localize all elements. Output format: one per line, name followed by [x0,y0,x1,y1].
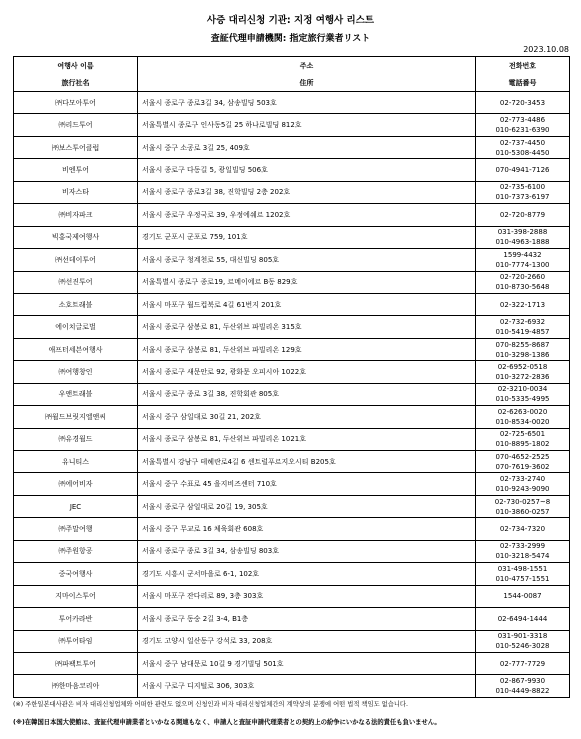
phone-number: 02-322-1713 [499,300,546,309]
agency-address: 경기도 고양시 일산동구 강석로 33, 208호 [138,630,476,652]
header-name-ja: 旅行社名 [14,74,138,92]
table-row [14,204,570,226]
agency-table [13,56,570,698]
table-row [14,136,570,158]
table-row [14,585,570,607]
header-name-ko: 여행사 이름 [14,57,138,75]
phone-number: 02-777-7729 [499,659,546,668]
agency-address: 서울시 종로구 삼봉로 81, 두산위브 파빌리온 315호 [138,316,476,338]
agency-phone-cell [476,473,570,495]
agency-address: 서울시 종로구 삼봉로 81, 두산위브 파빌리온 129호 [138,338,476,360]
phone-number: 031-398-2888 [497,228,548,237]
phone-number: 010-3272-2836 [495,372,550,381]
agency-address: 서울시 중구 삼일대로 30길 21, 202호 [138,406,476,428]
agency-address: 서울시 종로구 새문안로 92, 광화문 오피시아 1022호 [138,361,476,383]
agency-address: 경기도 시흥시 군서마을로 6-1, 102호 [138,563,476,585]
table-row [14,540,570,562]
agency-name: ㈜보스투어클럽 [14,136,138,158]
phone-number: 010-3218-5474 [495,552,550,561]
agency-name: 비자스타 [14,181,138,203]
table-row [14,383,570,405]
table-row [14,114,570,136]
agency-phone-cell [476,608,570,630]
phone-number: 02-6494-1444 [497,614,548,623]
phone-number: 010-9243-9090 [495,485,550,494]
table-row [14,473,570,495]
phone-number: 02-725-6501 [499,430,546,439]
agency-phone-cell [476,204,570,226]
phone-number: 1544-0087 [503,592,542,601]
agency-name: 중국여행사 [14,563,138,585]
agency-address: 서울시 마포구 잔다리로 89, 3층 303호 [138,585,476,607]
phone-number: 02-733-2999 [499,542,546,551]
table-row [14,518,570,540]
agency-address: 서울시 중구 무교로 16 체육회관 608호 [138,518,476,540]
table-row [14,406,570,428]
agency-phone-cell [476,92,570,114]
table-row [14,92,570,114]
agency-name: ㈜리드투어 [14,114,138,136]
disclaimer-korean: (※) 주한일본대사관은 비자 대리신청업체와 어떠한 관련도 없으며 신청인과 비자 대리신청업체간의 계약상의 분쟁에 어떤 법적 책임도 없습니다. [13,701,409,708]
phone-number: 1599-4432 [503,250,542,259]
agency-name: 빅홍국제여행사 [14,226,138,248]
agency-name: ㈜여행창인 [14,361,138,383]
agency-phone-cell [476,563,570,585]
table-row [14,495,570,517]
agency-address: 서울시 중구 남대문로 10길 9 경기빌딩 501호 [138,652,476,674]
agency-name: 애프터세븐여행사 [14,338,138,360]
agency-name: ㈜선진투어 [14,271,138,293]
agency-phone-cell [476,159,570,181]
agency-phone-cell [476,585,570,607]
agency-name: ㈜월드브릿지엘앤씨 [14,406,138,428]
agency-address: 경기도 군포시 군포로 759, 101호 [138,226,476,248]
agency-phone-cell [476,652,570,674]
phone-number: 02-737-4450 [499,138,546,147]
table-row [14,159,570,181]
agency-name: 투어카라반 [14,608,138,630]
table-row [14,451,570,473]
agency-name: 우앤트래블 [14,383,138,405]
agency-phone-cell [476,181,570,203]
agency-name: 유니티스 [14,451,138,473]
agency-name: ㈜에어비자 [14,473,138,495]
phone-number: 070-4652-2525 [495,452,550,461]
agency-phone-cell [476,338,570,360]
header-phone-ja: 電話番号 [476,74,570,92]
table-row [14,226,570,248]
agency-phone-cell [476,451,570,473]
table-row [14,271,570,293]
phone-number: 02-733-2740 [499,475,546,484]
agency-address: 서울시 종로구 우정국로 39, 우정에쉐르 1202호 [138,204,476,226]
agency-address: 서울시 종로구 다동길 5, 광일빌딩 506호 [138,159,476,181]
document-date: 2023.10.08 [523,45,569,54]
phone-number: 070-7619-3602 [495,462,550,471]
agency-phone-cell [476,271,570,293]
header-phone-ko: 전화번호 [476,57,570,75]
phone-number: 031-498-1551 [497,564,548,573]
phone-number: 010-6231-6390 [495,126,550,135]
agency-phone-cell [476,540,570,562]
table-row [14,181,570,203]
phone-number: 010-7373-6197 [495,193,550,202]
header-row-japanese [14,74,570,92]
agency-name: 비엔투어 [14,159,138,181]
agency-name: ㈜투어타임 [14,630,138,652]
agency-phone-cell [476,675,570,697]
phone-number: 010-5335-4995 [495,395,550,404]
agency-phone-cell [476,383,570,405]
phone-number: 010-7774-1300 [495,260,550,269]
phone-number: 02-720-3453 [499,98,546,107]
phone-number: 02-6263-0020 [497,407,548,416]
phone-number: 010-5419-4857 [495,328,550,337]
table-row [14,293,570,315]
agency-phone-cell [476,293,570,315]
table-row [14,249,570,271]
title-korean: 사증 대리신청 기관: 지정 여행사 리스트 [206,15,375,26]
agency-address: 서울시 종로구 삼일대로 20길 19, 305호 [138,495,476,517]
phone-number: 02-6952-0518 [497,362,548,371]
agency-address: 서울시 중구 수표로 45 을지비즈센터 710호 [138,473,476,495]
header-address-ja: 住所 [138,74,476,92]
agency-phone-cell [476,518,570,540]
phone-number: 02-3210-0034 [497,385,548,394]
agency-name: ㈜유경월드 [14,428,138,450]
table-row [14,608,570,630]
table-row [14,652,570,674]
agency-phone-cell [476,316,570,338]
phone-number: 010-4963-1888 [495,238,550,247]
agency-phone-cell [476,428,570,450]
agency-name: ㈜주말여행 [14,518,138,540]
table-row [14,675,570,697]
agency-address: 서울시 종로구 종로3길 38, 진학빌딩 2층 202호 [138,181,476,203]
agency-name: 에이치글로벌 [14,316,138,338]
phone-number: 010-4757-1551 [495,574,550,583]
agency-address: 서울시 구로구 디지털로 306, 303호 [138,675,476,697]
title-japanese: 査証代理申請機関: 指定旅行業者リスト [210,34,371,44]
agency-address: 서울시 종로구 삼봉로 81, 두산위브 파빌리온 1021호 [138,428,476,450]
agency-address: 서울특별시 종로구 인사동5길 25 하나로빌딩 812호 [138,114,476,136]
phone-number: 070-8255-8687 [495,340,550,349]
agency-address: 서울시 종로구 종로 3길 38, 진학회관 805호 [138,383,476,405]
agency-phone-cell [476,361,570,383]
agency-phone-cell [476,406,570,428]
agency-phone-cell [476,630,570,652]
agency-name: JEC [14,495,138,517]
phone-number: 010-3298-1386 [495,350,550,359]
agency-address: 서울시 마포구 월드컵북로 4길 61번지 201호 [138,293,476,315]
table-row [14,563,570,585]
phone-number: 02-732-6932 [499,318,546,327]
agency-phone-cell [476,249,570,271]
phone-number: 010-8730-5648 [495,283,550,292]
table-row [14,630,570,652]
phone-number: 02-735-6100 [499,183,546,192]
phone-number: 02-734-7320 [499,525,546,534]
phone-number: 031-901-3318 [497,632,548,641]
agency-address: 서울특별시 강남구 테헤란로4길 6 센트럴푸르지오시티 B205호 [138,451,476,473]
agency-address: 서울시 종로구 종로 3길 34, 삼송빌딩 803호 [138,540,476,562]
disclaimer-japanese: (※)在韓国日本国大使館は、査証代理申請業者といかなる関連もなく、申請人と査証申請代理業者との契約上の紛争にいかなる法的責任も負いません。 [13,719,441,726]
table-row [14,338,570,360]
agency-address: 서울시 중구 소공로 3길 25, 409호 [138,136,476,158]
header-row-korean [14,57,570,75]
phone-number: 010-8534-0020 [495,417,550,426]
agency-phone-cell [476,226,570,248]
agency-phone-cell [476,495,570,517]
agency-address: 서울시 종로구 종로3길 34, 삼송빌딩 503호 [138,92,476,114]
agency-phone-cell [476,136,570,158]
phone-number: 02-720-2660 [499,273,546,282]
agency-name: ㈜다모아투어 [14,92,138,114]
table-row [14,316,570,338]
header-address-ko: 주소 [138,57,476,75]
agency-name: ㈜선데이투어 [14,249,138,271]
agency-address: 서울시 종로구 청계천로 55, 대신빌딩 805호 [138,249,476,271]
phone-number: 010-8895-1802 [495,440,550,449]
table-row [14,361,570,383]
phone-number: 010-5308-4450 [495,148,550,157]
agency-name: 소호트래블 [14,293,138,315]
phone-number: 010-5246-3028 [495,642,550,651]
agency-name: ㈜비자파크 [14,204,138,226]
agency-name: ㈜한마음코리아 [14,675,138,697]
table-row [14,428,570,450]
phone-number: 02-867-9930 [499,677,546,686]
phone-number: 070-4941-7126 [495,166,550,175]
phone-number: 02-720-8779 [499,210,546,219]
agency-address: 서울시 종로구 동숭 2길 3-4, B1층 [138,608,476,630]
phone-number: 010-3860-0257 [495,507,550,516]
agency-name: 지마이스투어 [14,585,138,607]
agency-name: ㈜주원항공 [14,540,138,562]
phone-number: 010-4449-8822 [495,687,550,696]
phone-number: 02-730-0257~8 [494,497,551,506]
agency-name: ㈜파팩트투어 [14,652,138,674]
phone-number: 02-773-4486 [499,116,546,125]
agency-address: 서울특별시 종로구 종로19, 르메이에르 B동 829호 [138,271,476,293]
agency-phone-cell [476,114,570,136]
